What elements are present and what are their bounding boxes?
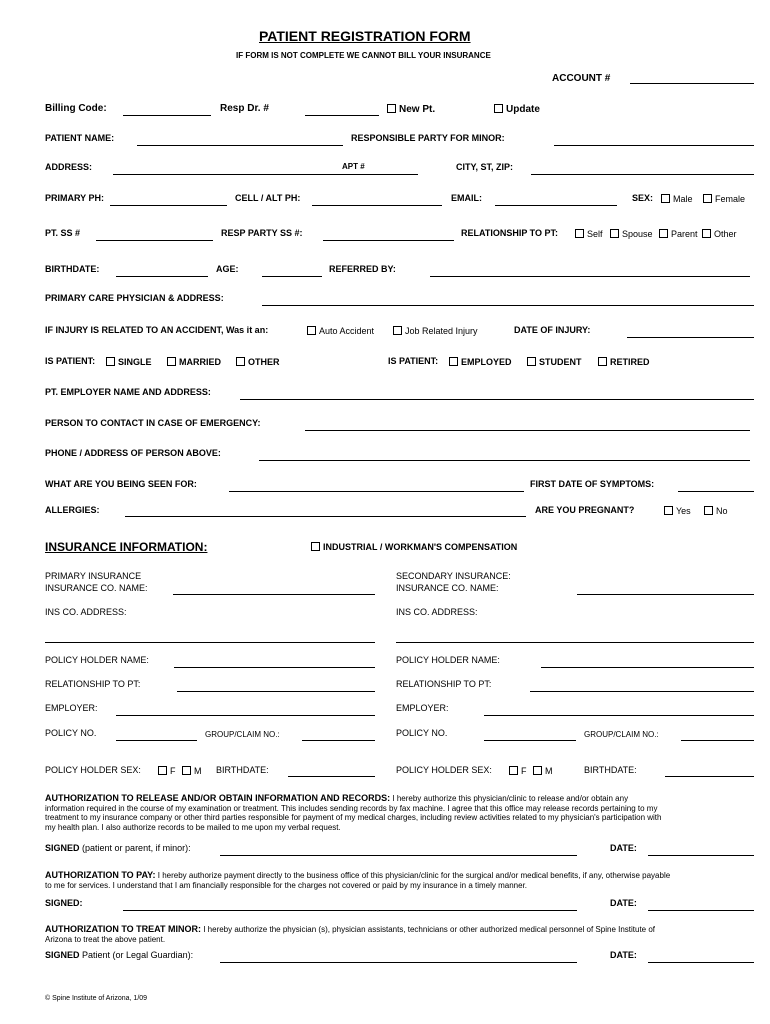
primary-ins-address-field[interactable] [45,642,375,643]
account-label: ACCOUNT # [552,73,611,84]
form-subtitle: IF FORM IS NOT COMPLETE WE CANNOT BILL YOUR INSURANCE [236,51,491,60]
pregnant-yes-label: Yes [676,506,691,516]
rel-other-option[interactable] [702,229,737,239]
city-label: CITY, ST, ZIP: [456,162,514,172]
secondary-holder-birthdate-field[interactable] [665,776,754,777]
auth-release-line2: information required in the course of my examination or treatment. This includes sending records by fax machine. I agree that this office may release records pertaining to my [45,803,658,813]
secondary-group-claim-field[interactable] [681,740,754,741]
secondary-holder-name-field[interactable] [541,667,754,668]
self-label: Self [587,229,603,239]
job-injury-label: Job Related Injury [405,326,478,336]
rel-self-option[interactable] [575,229,603,239]
auth-minor-paragraph [45,924,745,944]
pcp-label: PRIMARY CARE PHYSICIAN & ADDRESS: [45,293,224,303]
referred-by-field[interactable] [430,276,750,277]
student-checkbox[interactable] [527,357,536,366]
primary-group-claim-label: GROUP/CLAIM NO.: [205,730,280,739]
student-option[interactable] [527,357,582,367]
email-label: EMAIL: [451,193,482,203]
pcp-field[interactable] [262,305,754,306]
auth-minor-line1: I hereby authorize the physician (s), physician assistants, technicians or other authorized medical personnel of Spine Institute of [203,925,656,934]
new-pt-label: New Pt. [399,104,436,115]
auth-pay-line2: to me for services. I understand that I am financially responsible for the charges not covered or paid by my insurance in a timely manner. [45,880,528,890]
secondary-relationship-field[interactable] [530,691,754,692]
seen-for-field[interactable] [229,491,524,492]
emergency-phone-field[interactable] [259,460,750,461]
auth-release-paragraph [45,793,745,833]
injury-label: IF INJURY IS RELATED TO AN ACCIDENT, Was it an: [45,325,269,335]
primary-sex-m-option[interactable] [182,766,202,776]
industrial-label: INDUSTRIAL / WORKMAN'S COMPENSATION [323,542,518,552]
primary-holder-name-label: POLICY HOLDER NAME: [45,655,149,665]
primary-group-claim-field[interactable] [302,740,375,741]
male-label: Male [673,194,693,204]
primary-phone-field[interactable] [110,205,227,206]
secondary-employer-label: EMPLOYER: [396,703,449,713]
referred-by-label: REFERRED BY: [329,264,396,274]
pt-ss-label: PT. SS # [45,228,81,238]
resp-dr-label: Resp Dr. # [220,103,269,114]
primary-ins-address-label: INS CO. ADDRESS: [45,607,127,617]
primary-sex-f-option[interactable] [158,766,176,776]
female-checkbox[interactable] [703,194,712,203]
secondary-holder-birthdate-label: BIRTHDATE: [584,765,637,775]
primary-relationship-field[interactable] [177,691,375,692]
update-label: Update [506,104,540,115]
address-label: ADDRESS: [45,162,93,172]
secondary-holder-name-label: POLICY HOLDER NAME: [396,655,500,665]
first-date-symptoms-label: FIRST DATE OF SYMPTOMS: [530,479,655,489]
insurance-heading: INSURANCE INFORMATION: [45,540,208,554]
form-title: PATIENT REGISTRATION FORM [259,28,471,44]
auth-release-heading: AUTHORIZATION TO RELEASE AND/OR OBTAIN INFORMATION AND RECORDS: [45,793,391,803]
secondary-policy-no-label: POLICY NO. [396,728,448,738]
account-field[interactable] [630,83,754,84]
single-option[interactable] [106,357,152,367]
primary-relationship-label: RELATIONSHIP TO PT: [45,679,141,689]
primary-policy-no-field[interactable] [116,740,197,741]
auth-pay-signed-label: SIGNED: [45,898,83,908]
auth-release-signature-field[interactable] [220,855,577,856]
pregnant-no-option[interactable] [704,506,728,516]
auth-release-date-field[interactable] [648,855,754,856]
copyright-footer: © Spine Institute of Arizona, 1/09 [45,995,148,1002]
retired-label: RETIRED [610,357,650,367]
job-injury-option[interactable] [393,326,478,336]
update-option[interactable] [494,104,540,115]
pregnant-label: ARE YOU PREGNANT? [535,505,635,515]
email-field[interactable] [495,205,617,206]
responsible-party-label: RESPONSIBLE PARTY FOR MINOR: [351,133,505,143]
retired-option[interactable] [598,357,650,367]
auto-accident-label: Auto Accident [319,326,375,336]
emergency-phone-label: PHONE / ADDRESS OF PERSON ABOVE: [45,448,221,458]
date-of-injury-label: DATE OF INJURY: [514,325,591,335]
billing-code-field[interactable] [123,115,211,116]
responsible-party-field[interactable] [554,145,754,146]
resp-dr-field[interactable] [305,115,379,116]
auth-pay-line1: I hereby authorize payment directly to the business office of this physician/clinic for the surgical and/or medical benefits, if any, otherwise payable [157,871,671,880]
secondary-ins-address-field[interactable] [396,642,754,643]
auth-release-line4: my health plan. I also authorize records to be mailed to me upon my verbal request. [45,822,341,832]
marital-other-checkbox[interactable] [236,357,245,366]
parent-checkbox[interactable] [659,229,668,238]
retired-checkbox[interactable] [598,357,607,366]
primary-sex-m-checkbox[interactable] [182,766,191,775]
single-label: SINGLE [118,357,152,367]
pregnant-yes-checkbox[interactable] [664,506,673,515]
secondary-sex-m-option[interactable] [533,766,553,776]
auth-release-line1: I hereby authorize this physician/clinic to release and/or obtain any [392,794,629,803]
marital-other-option[interactable] [236,357,280,367]
secondary-sex-f-label: F [521,766,527,776]
auth-pay-date-label: DATE: [610,898,637,908]
auto-accident-option[interactable] [307,326,374,336]
secondary-holder-sex-label: POLICY HOLDER SEX: [396,765,492,775]
billing-code-label: Billing Code: [45,103,107,114]
secondary-ins-address-label: INS CO. ADDRESS: [396,607,478,617]
resp-ss-label: RESP PARTY SS #: [221,228,303,238]
apt-label: APT # [342,162,365,171]
primary-ins-name-label: INSURANCE CO. NAME: [45,583,148,593]
sex-female-option[interactable] [703,194,745,204]
auth-minor-date-label: DATE: [610,950,637,960]
primary-holder-birthdate-label: BIRTHDATE: [216,765,269,775]
patient-name-label: PATIENT NAME: [45,133,115,143]
auth-minor-heading: AUTHORIZATION TO TREAT MINOR: [45,924,201,934]
birthdate-field[interactable] [116,276,208,277]
primary-employer-label: EMPLOYER: [45,703,98,713]
secondary-ins-name-label: INSURANCE CO. NAME: [396,583,499,593]
employer-field[interactable] [240,399,754,400]
auth-minor-signed-label: SIGNED Patient (or Legal Guardian): [45,950,194,960]
auth-minor-date-field[interactable] [648,962,754,963]
primary-insurance-label: PRIMARY INSURANCE [45,571,142,581]
address-field[interactable] [113,174,418,175]
city-field[interactable] [531,174,754,175]
cell-phone-label: CELL / ALT PH: [235,193,301,203]
secondary-sex-f-option[interactable] [509,766,527,776]
female-label: Female [715,194,746,204]
secondary-sex-m-checkbox[interactable] [533,766,542,775]
other-label: Other [714,229,737,239]
auto-accident-checkbox[interactable] [307,326,316,335]
sex-male-option[interactable] [661,194,693,204]
secondary-employer-field[interactable] [484,715,754,716]
employment-label: IS PATIENT: [388,356,439,366]
auth-release-line3: treatment to my insurance company or other third parties responsible for payment of my medical charges, including review activities related to my physician's participation with [45,813,662,823]
sex-label: SEX: [632,193,654,203]
other-checkbox[interactable] [702,229,711,238]
pregnant-yes-option[interactable] [664,506,691,516]
allergies-field[interactable] [125,516,526,517]
auth-pay-heading: AUTHORIZATION TO PAY: [45,870,156,880]
auth-minor-signature-field[interactable] [220,962,577,963]
secondary-sex-m-label: M [545,766,553,776]
marital-other-label: OTHER [248,357,280,367]
rel-parent-option[interactable] [659,229,698,239]
job-injury-checkbox[interactable] [393,326,402,335]
auth-minor-line2: Arizona to treat the above patient. [45,934,166,944]
employed-label: EMPLOYED [461,357,512,367]
married-checkbox[interactable] [167,357,176,366]
marital-label: IS PATIENT: [45,356,96,366]
age-label: AGE: [216,264,239,274]
secondary-policy-no-field[interactable] [484,740,576,741]
rel-spouse-option[interactable] [610,229,653,239]
self-checkbox[interactable] [575,229,584,238]
married-label: MARRIED [179,357,221,367]
secondary-sex-f-checkbox[interactable] [509,766,518,775]
primary-employer-field[interactable] [116,715,375,716]
primary-ins-name-field[interactable] [173,594,375,595]
primary-phone-label: PRIMARY PH: [45,193,105,203]
update-checkbox[interactable] [494,104,503,113]
spouse-checkbox[interactable] [610,229,619,238]
industrial-checkbox[interactable] [311,542,320,551]
parent-label: Parent [671,229,698,239]
relationship-label: RELATIONSHIP TO PT: [461,228,559,238]
resp-ss-field[interactable] [323,240,454,241]
pregnant-no-checkbox[interactable] [704,506,713,515]
single-checkbox[interactable] [106,357,115,366]
patient-name-field[interactable] [137,145,343,146]
secondary-relationship-label: RELATIONSHIP TO PT: [396,679,492,689]
emergency-contact-label: PERSON TO CONTACT IN CASE OF EMERGENCY: [45,418,261,428]
primary-holder-name-field[interactable] [174,667,375,668]
primary-holder-birthdate-field[interactable] [288,776,375,777]
industrial-option[interactable] [311,542,517,552]
auth-pay-signature-field[interactable] [123,910,577,911]
cell-phone-field[interactable] [312,205,442,206]
married-option[interactable] [167,357,221,367]
auth-release-signed-label: SIGNED (patient or parent, if minor): [45,843,191,853]
date-of-injury-field[interactable] [627,337,754,338]
auth-pay-paragraph [45,870,745,890]
new-pt-checkbox[interactable] [387,104,396,113]
pregnant-no-label: No [716,506,728,516]
primary-sex-m-label: M [194,766,202,776]
employed-option[interactable] [449,357,512,367]
secondary-group-claim-label: GROUP/CLAIM NO.: [584,730,659,739]
birthdate-label: BIRTHDATE: [45,264,100,274]
auth-release-date-label: DATE: [610,843,637,853]
allergies-label: ALLERGIES: [45,505,100,515]
emergency-contact-field[interactable] [305,430,750,431]
secondary-ins-name-field[interactable] [577,594,754,595]
employed-checkbox[interactable] [449,357,458,366]
primary-sex-f-checkbox[interactable] [158,766,167,775]
first-date-symptoms-field[interactable] [678,491,754,492]
age-field[interactable] [262,276,322,277]
secondary-insurance-label: SECONDARY INSURANCE: [396,571,511,581]
spouse-label: Spouse [622,229,653,239]
student-label: STUDENT [539,357,582,367]
primary-policy-no-label: POLICY NO. [45,728,97,738]
primary-holder-sex-label: POLICY HOLDER SEX: [45,765,141,775]
male-checkbox[interactable] [661,194,670,203]
auth-pay-date-field[interactable] [648,910,754,911]
new-pt-option[interactable] [387,104,435,115]
seen-for-label: WHAT ARE YOU BEING SEEN FOR: [45,479,197,489]
employer-label: PT. EMPLOYER NAME AND ADDRESS: [45,387,211,397]
pt-ss-field[interactable] [96,240,213,241]
primary-sex-f-label: F [170,766,176,776]
